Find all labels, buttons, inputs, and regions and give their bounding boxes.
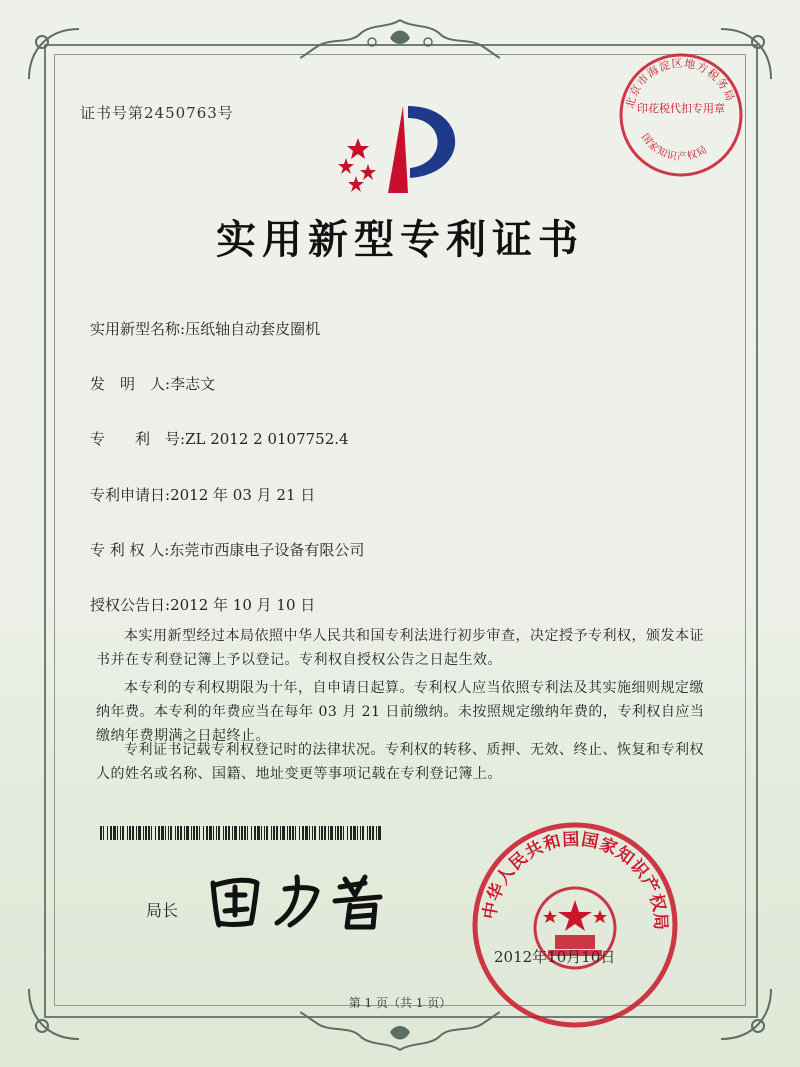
patent-office-logo-icon [328,98,478,208]
field-label: 授权公告日: [90,596,171,614]
field-value: 2012 年 10 月 10 日 [170,596,316,614]
field-inventor [90,373,215,394]
tax-stamp-text: 北京市海淀区地方税务局 [623,56,737,110]
corner-ornament-icon [24,24,84,84]
director-signature-icon [205,865,405,935]
corner-ornament-icon [716,984,776,1044]
field-value: 压纸轴自动套皮圈机 [185,320,321,338]
paragraph-grant-statement: 本实用新型经过本局依照中华人民共和国专利法进行初步审查，决定授予专利权，颁发本证书并在专利登记簿上予以登记。专利权自授权公告之日起生效。 [96,628,704,668]
certificate-number: 证书号第2450763号 [80,104,234,122]
field-label: 专 利 号: [90,430,186,448]
svg-text:国家知识产权局 [639,131,710,163]
top-ornament-icon [300,16,500,60]
field-patent-number [90,428,349,449]
field-label: 实用新型名称: [90,320,186,338]
barcode-bar [381,826,383,840]
tax-stamp-icon [616,50,746,180]
tax-stamp-center-text: 印花税代扣专用章 [637,102,725,115]
sipo-seal-text: 中华人民共和国国家知识产权局 [479,829,671,932]
director-title: 局长 [146,901,179,920]
field-value: ZL 2012 2 0107752.4 [185,430,349,448]
field-label: 发 明 人: [90,375,171,393]
field-value: 李志文 [170,375,216,393]
field-patentee [90,539,364,560]
field-grant-date [90,594,315,615]
field-label: 专利申请日: [90,486,171,504]
corner-ornament-icon [24,984,84,1044]
field-utility-model-name [90,318,320,339]
page-number: 第 1 页（共 1 页） [348,996,452,1010]
field-value: 2012 年 03 月 21 日 [170,486,316,504]
certificate-title: 实用新型专利证书 [216,216,584,263]
seal-date: 2012年10月10日 [494,948,616,966]
field-label: 专 利 权 人: [90,541,170,559]
paragraph-term-statement: 本专利的专利权期限为十年，自申请日起算。专利权人应当依照专利法及其实施细则规定缴纳年费。本专利的年费应当在每年 03 月 21 日前缴纳。未按照规定缴纳年费的，专利权自应当缴纳年费期满之日起终止。 [96,680,705,744]
field-value: 东莞市西康电子设备有限公司 [169,541,365,559]
paragraph-legal-status: 专利证书记载专利权登记时的法律状况。专利权的转移、质押、无效、终止、恢复和专利权人的姓名或名称、国籍、地址变更等事项记载在专利登记簿上。 [96,742,704,782]
field-application-date [90,484,315,505]
barcode [100,826,382,840]
tax-stamp-bottom-text: 国家知识产权局 [638,131,710,163]
